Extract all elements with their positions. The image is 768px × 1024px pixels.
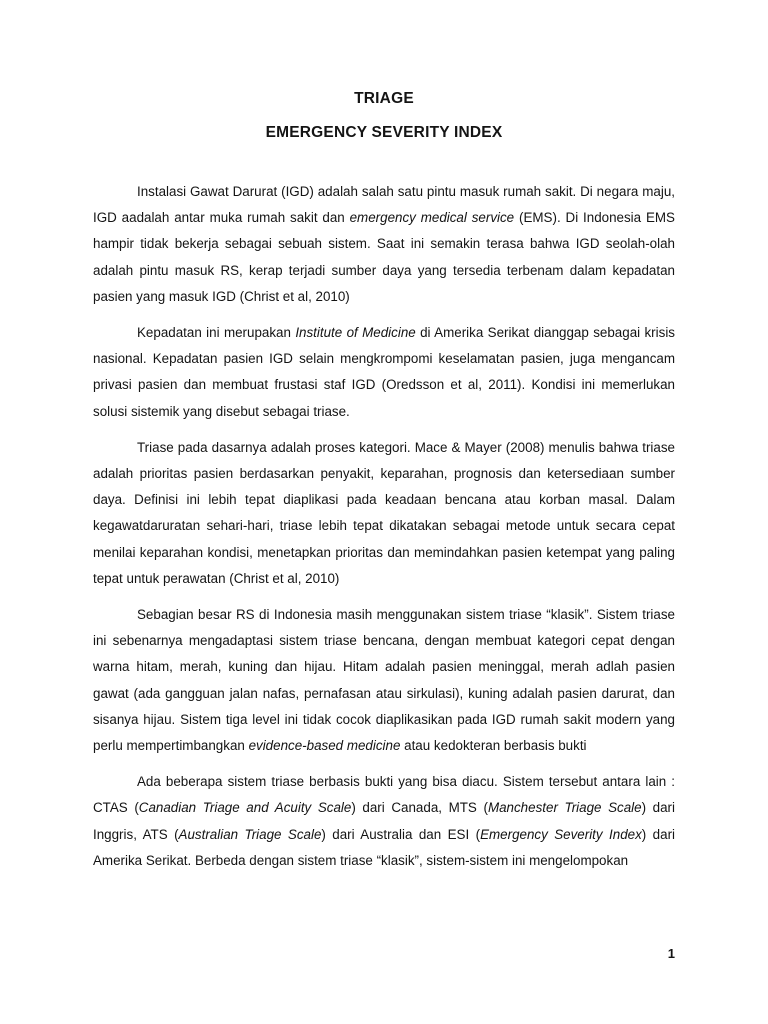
text-run: ) dari Canada, MTS ( [351,800,488,816]
text-run: atau kedokteran berbasis bukti [400,738,587,754]
italic-term: Manchester Triage Scale [487,800,642,816]
italic-term: emergency medical service [349,210,515,226]
italic-term: Australian Triage Scale [178,826,322,842]
italic-term: evidence-based medicine [248,738,401,754]
paragraph [93,320,675,425]
text-run: ) dari Amerika Serikat. Berbeda dengan sistem triase “klasik”, sistem-sistem ini mengelompokan [93,826,676,868]
italic-term: Emergency Severity Index [480,826,642,842]
text-run: Triase pada dasarnya adalah proses kategori. Mace & Mayer (2008) menulis bahwa triase adalah prioritas pasien berdasarkan penyakit, keparahan, prognosis dan ketersediaan sumber daya. Definisi ini lebih tepat diaplikasi pada keadaan bencana atau korban masal. Dalam kegawatdaruratan sehari-hari, triase lebih tepat dikatakan sebagai metode untuk secara cepat menilai keparahan kondisi, menetapkan prioritas dan memindahkan pasien ketempat yang paling tepat untuk perawatan (Christ et al, 2010) [93,439,675,586]
page-number: 1 [667,946,675,961]
document-title: TRIAGE [354,90,414,107]
paragraph [93,435,675,592]
text-run: Sebagian besar RS di Indonesia masih menggunakan sistem triase “klasik”. Sistem triase ini sebenarnya mengadaptasi sistem triase bencana, dengan membuat kategori cepat dengan warna hitam, merah, kuning dan hijau. Hitam adalah pasien meninggal, merah adlah pasien gawat (ada gangguan jalan nafas, pernafasan atau sirkulasi), kuning adalah pasien darurat, dan sisanya hijau. Sistem tiga level ini tidak cocok diaplikasikan pada IGD rumah sakit modern yang perlu mempertimbangkan [93,607,675,754]
document-subtitle: EMERGENCY SEVERITY INDEX [265,124,503,141]
text-run: di Amerika Serikat dianggap sebagai krisis nasional. Kepadatan pasien IGD selain mengkrompomi keselamatan pasien, juga mengancam privasi pasien dan membuat frustasi staf IGD (Oredsson et al, 2011). Kondisi ini memerlukan solusi sistemik yang disebut sebagai triase. [93,325,675,419]
body-text [93,179,675,884]
text-run: Instalasi Gawat Darurat (IGD) adalah salah satu pintu masuk rumah sakit. Di negara maju, IGD aadalah antar muka rumah sakit dan [93,184,675,226]
text-run: Kepadatan ini merupakan [137,325,296,341]
paragraph [93,769,675,874]
paragraph [93,179,675,310]
italic-term: Canadian Triage and Acuity Scale [138,800,352,816]
text-run: Ada beberapa sistem triase berbasis bukti yang bisa diacu. Sistem tersebut antara lain : CTAS ( [93,774,675,816]
text-run: ) dari Inggris, ATS ( [93,800,675,842]
italic-term: Institute of Medicine [295,325,416,341]
text-run: ) dari Australia dan ESI ( [321,826,481,842]
paragraph [93,602,675,759]
text-run: (EMS). Di Indonesia EMS hampir tidak bekerja sebagai sebuah sistem. Saat ini semakin terasa bahwa IGD seolah-olah adalah pintu masuk RS, kerap terjadi sumber daya yang tersedia terbenam dalam kepadatan pasien yang masuk IGD (Christ et al, 2010) [93,210,675,304]
